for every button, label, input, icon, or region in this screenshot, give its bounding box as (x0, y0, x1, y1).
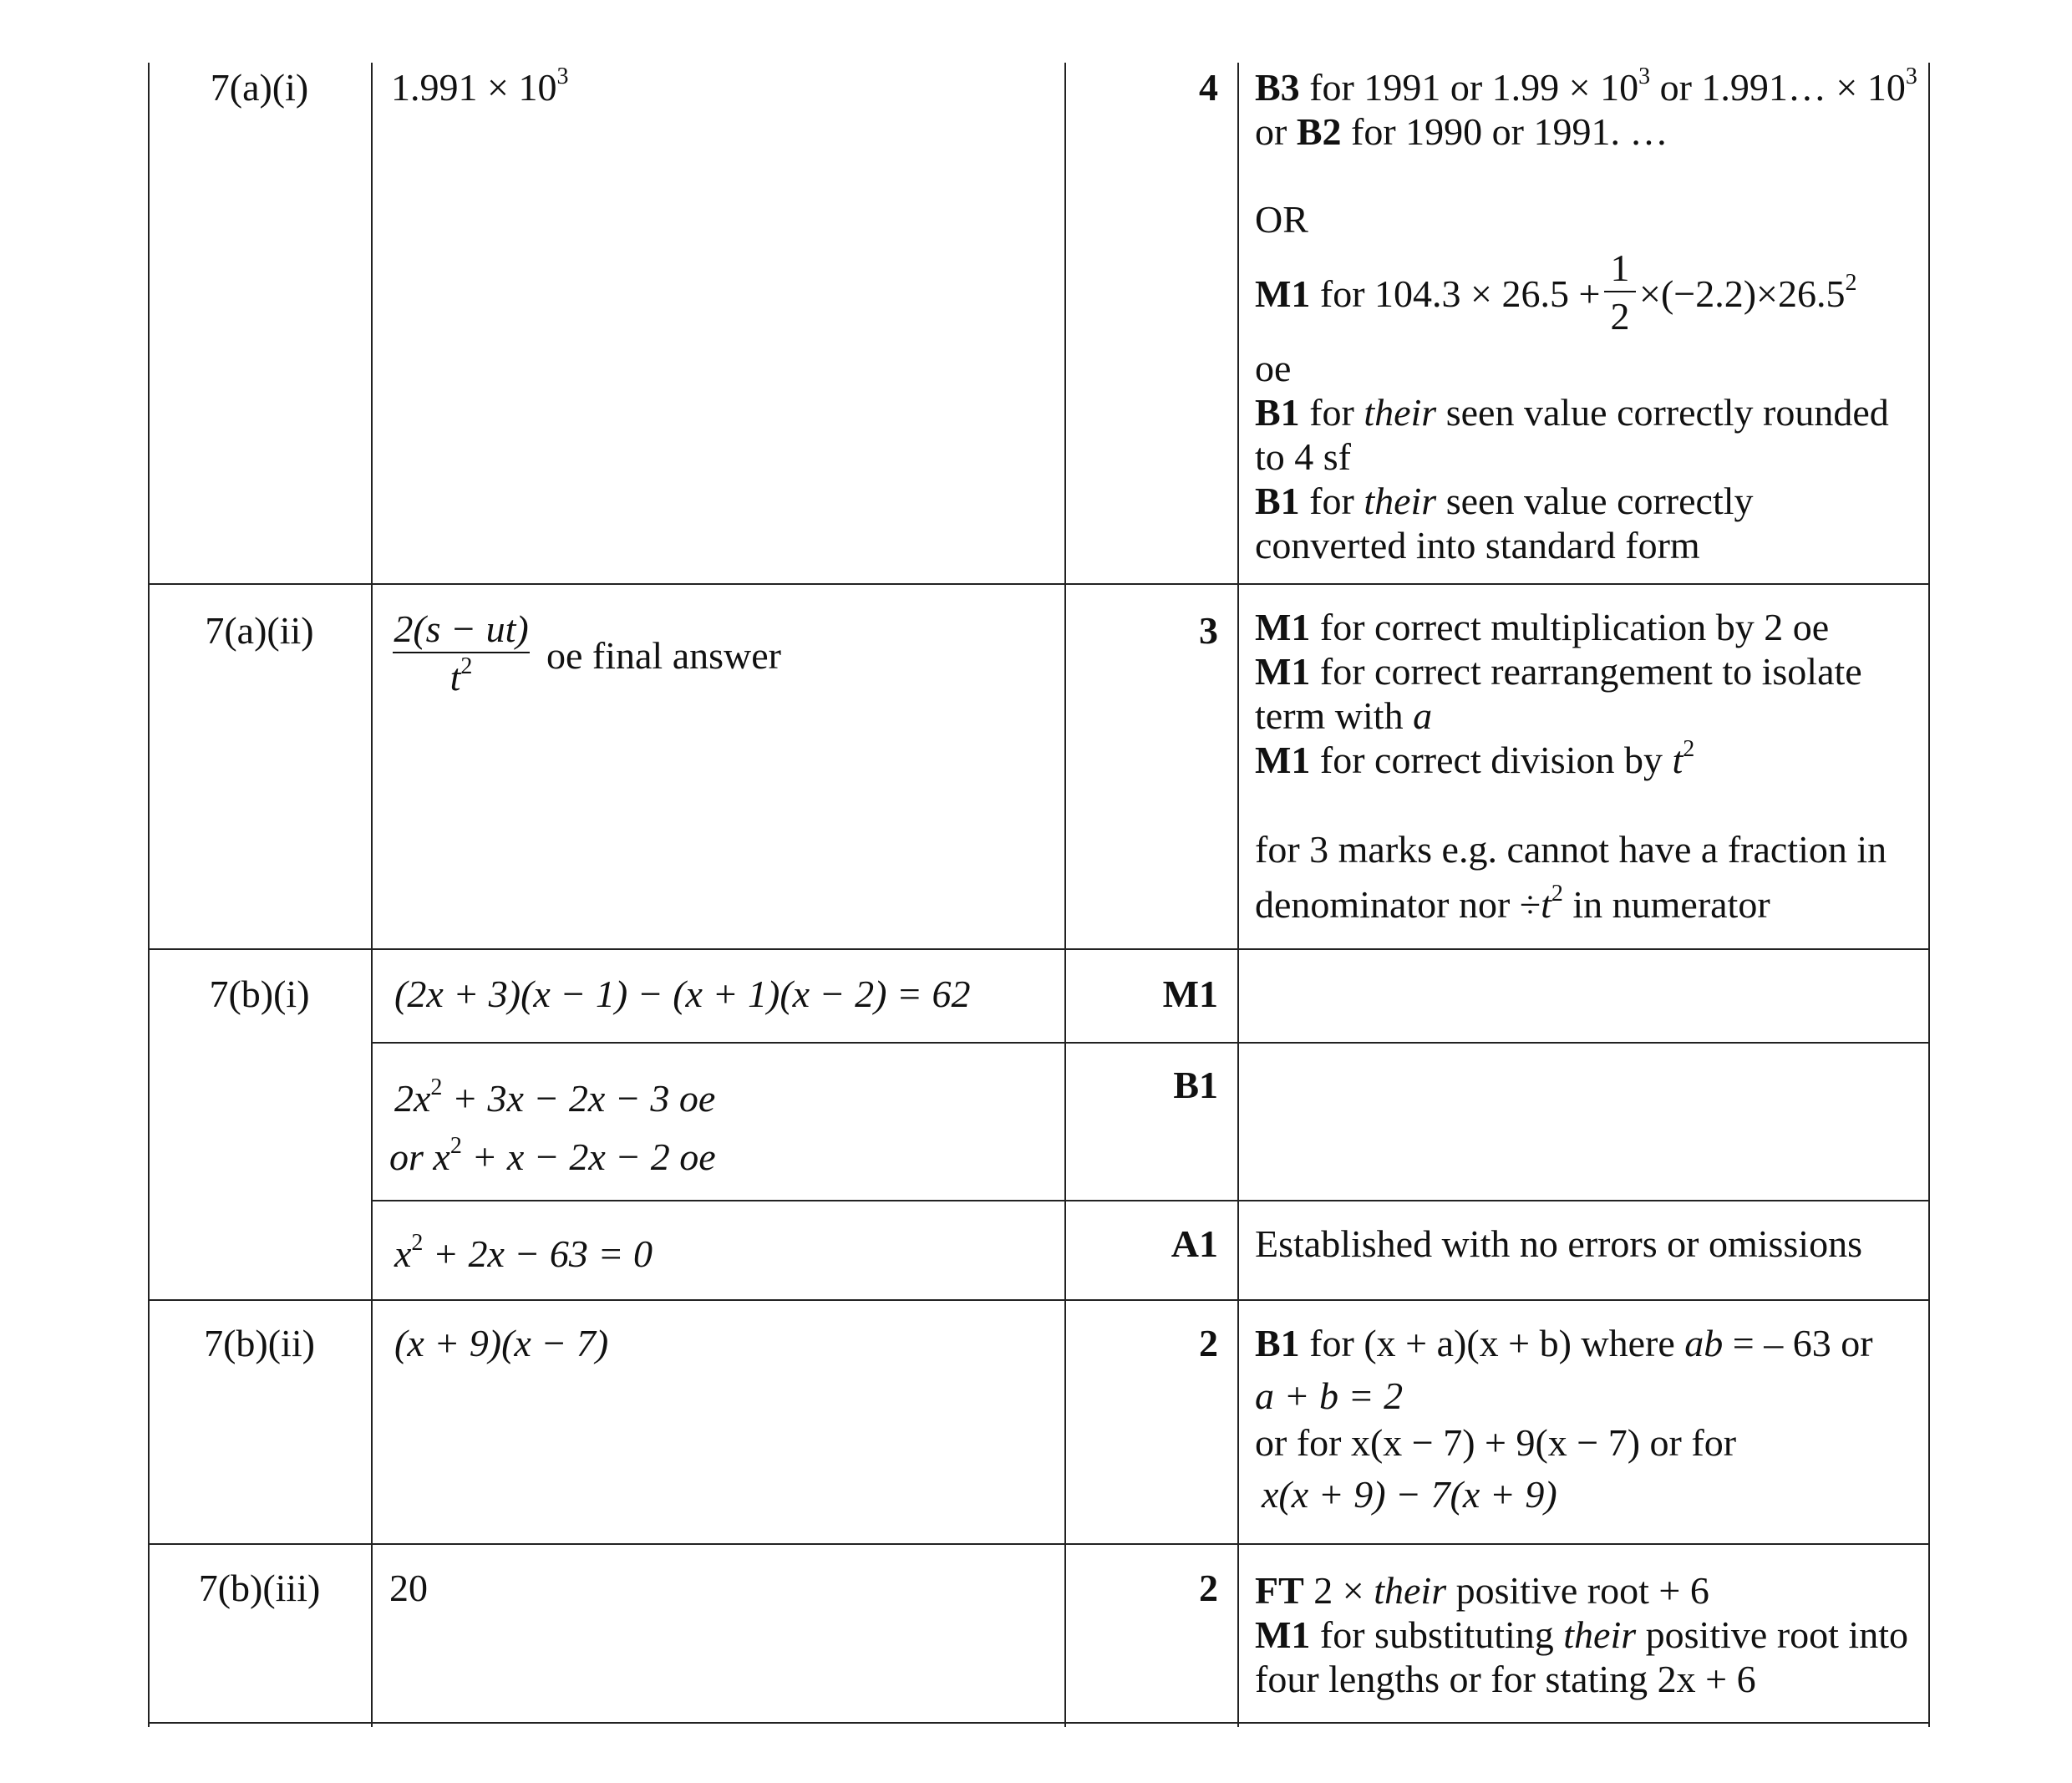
guidance-line: M1 for correct multiplication by 2 oe (1255, 606, 1830, 648)
guidance-line: or for x(x − 7) + 9(x − 7) or for (1255, 1421, 1737, 1464)
guidance-or: OR (1255, 198, 1308, 241)
marks-cell: 2 (1199, 1567, 1218, 1609)
answer-cell: (2x + 3)(x − 1) − (x + 1)(x − 2) = 62 (394, 973, 971, 1015)
guidance-line: Established with no errors or omissions (1255, 1222, 1862, 1265)
table-border-bottom (148, 1722, 1930, 1724)
guidance-line: to 4 sf (1255, 435, 1351, 478)
guidance-line: M1 for correct rearrangement to isolate (1255, 650, 1862, 693)
answer-cell: 20 (389, 1567, 428, 1609)
question-number: 7(a)(i) (210, 66, 309, 109)
guidance-line: a + b = 2 (1255, 1374, 1404, 1417)
answer-cell: (x + 9)(x − 7) (394, 1322, 609, 1364)
guidance-line: $\times(-2.2)\times 26.5^2$ (1639, 270, 1857, 315)
question-number: 7(b)(i) (209, 973, 310, 1015)
marks-cell: A1 (1171, 1222, 1218, 1265)
question-number: 7(b)(ii) (204, 1322, 315, 1364)
column-divider-question (371, 63, 373, 1727)
guidance-line: M1 for 104.3 × 26.5 + (1255, 272, 1601, 315)
sub-row-divider (371, 1042, 1930, 1044)
marks-cell: M1 (1162, 973, 1218, 1015)
marks-cell: 4 (1199, 66, 1218, 109)
row-divider (148, 1543, 1930, 1545)
marks-cell: 3 (1199, 609, 1218, 652)
guidance-line: for 3 marks e.g. cannot have a fraction in (1255, 828, 1887, 871)
guidance-line: FT 2 × their positive root + 6 (1255, 1569, 1709, 1612)
answer-suffix: oe final answer (546, 634, 781, 677)
answer-cell: $1.991 \times 10^3$ (391, 63, 569, 109)
guidance-line: denominator nor $\div t^2$ in numerator (1255, 881, 1770, 926)
sub-row-divider (371, 1200, 1930, 1201)
answer-fraction: 2(s − ut) $t^2$ (394, 607, 529, 698)
guidance-line: M1 for substituting their positive root into (1255, 1613, 1908, 1656)
row-divider (148, 1299, 1930, 1301)
guidance-line: x(x + 9) − 7(x + 9) (1262, 1473, 1557, 1516)
table-border-left (148, 63, 150, 1727)
question-number: 7(a)(ii) (205, 609, 314, 652)
table-border-right (1928, 63, 1930, 1727)
guidance-line: B3 for 1991 or $1.99 \times 10^3$ or 1.991… × $10^3$ (1255, 63, 1917, 109)
marks-cell: 2 (1199, 1322, 1218, 1364)
guidance-line: or B2 for 1990 or 1991. … (1255, 110, 1668, 153)
row-divider (148, 948, 1930, 950)
column-divider-answer (1064, 63, 1066, 1727)
answer-line: or $x^2 + x - 2x - 2$ oe (389, 1133, 716, 1178)
guidance-line: converted into standard form (1255, 524, 1700, 566)
guidance-line: four lengths or for stating 2x + 6 (1255, 1658, 1756, 1700)
answer-line: $x^2 + 2x - 63 = 0$ (394, 1230, 653, 1275)
guidance-line: B1 for their seen value correctly rounded (1255, 391, 1889, 434)
guidance-line: M1 for correct division by $t^2$ (1255, 736, 1695, 781)
marks-cell: B1 (1173, 1064, 1218, 1106)
guidance-line: term with a (1255, 694, 1433, 737)
fraction-one-half: 1 2 (1604, 247, 1636, 338)
row-divider (148, 583, 1930, 585)
guidance-line: B1 for their seen value correctly (1255, 480, 1754, 522)
question-number: 7(b)(iii) (198, 1567, 321, 1609)
guidance-line: oe (1255, 347, 1292, 389)
column-divider-marks (1237, 63, 1239, 1727)
guidance-line: B1 for (x + a)(x + b) where ab = – 63 or (1255, 1322, 1873, 1364)
answer-line: $2x^2 + 3x - 2x - 3$ oe (394, 1074, 716, 1120)
